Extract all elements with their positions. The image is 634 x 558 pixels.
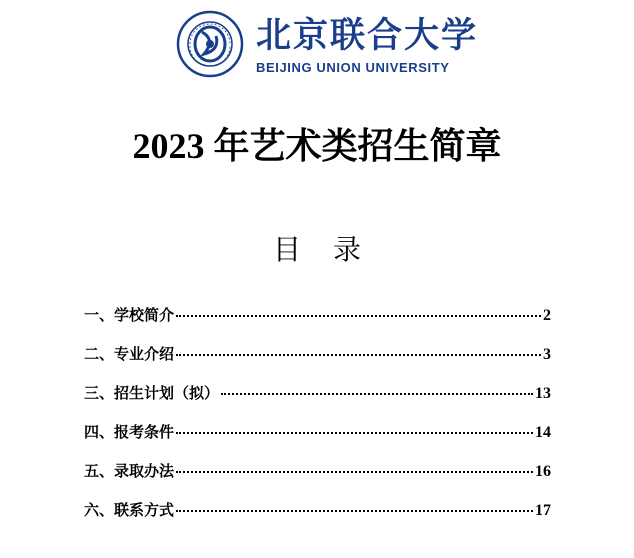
toc-entry[interactable] [84, 499, 551, 538]
table-of-contents [84, 304, 551, 538]
toc-heading: 目录 [272, 233, 393, 266]
university-name-cn: 北京联合大学 [256, 15, 479, 56]
toc-leader-dots [176, 354, 541, 356]
toc-page-number: 2 [543, 307, 551, 324]
toc-page-number: 13 [535, 385, 551, 402]
toc-leader-dots [176, 315, 541, 317]
toc-entry-label: 五、录取办法 [84, 462, 175, 480]
toc-leader-dots [176, 432, 533, 434]
toc-entry[interactable] [84, 304, 551, 343]
toc-page-number: 3 [543, 346, 551, 363]
university-seal-logo [176, 10, 244, 78]
toc-entry[interactable] [84, 421, 551, 460]
toc-page-number: 16 [535, 463, 551, 480]
toc-entry-label: 四、报考条件 [84, 423, 175, 441]
toc-page-number: 14 [535, 424, 551, 441]
toc-entry-label: 二、专业介绍 [84, 345, 175, 363]
toc-entry[interactable] [84, 460, 551, 499]
toc-leader-dots [176, 510, 533, 512]
toc-entry[interactable] [84, 343, 551, 382]
university-header [176, 10, 479, 80]
toc-leader-dots [221, 393, 533, 395]
toc-leader-dots [176, 471, 533, 473]
toc-entry-label: 三、招生计划（拟） [84, 384, 220, 402]
toc-entry[interactable] [84, 382, 551, 421]
toc-entry-label: 六、联系方式 [84, 501, 175, 519]
toc-page-number: 17 [535, 502, 551, 519]
page-title: 2023 年艺术类招生简章 [132, 126, 502, 166]
toc-entry-label: 一、学校简介 [84, 306, 175, 324]
university-name-en: BEIJING UNION UNIVERSITY [256, 60, 450, 75]
